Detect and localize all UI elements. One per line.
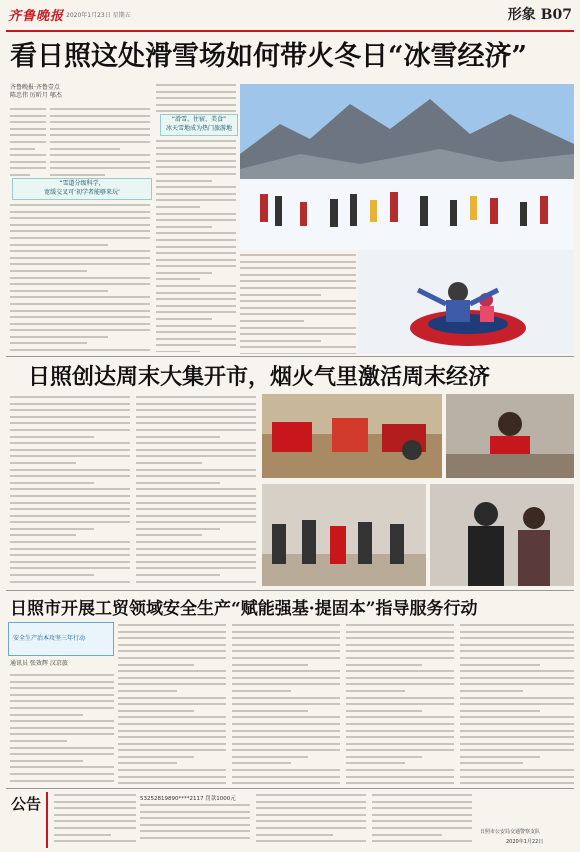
notice-fine-text: 53252819890****2117 罚款1000元 [140, 796, 236, 802]
market-photo-3 [262, 484, 426, 586]
market-stall-illustration-1 [262, 394, 442, 478]
market-crowd-illustration [262, 484, 426, 586]
article1-text-col2-top [156, 84, 236, 112]
article2-text-col1 [10, 396, 130, 586]
market-shopper-illustration [430, 484, 574, 586]
header-rule [6, 30, 574, 32]
divider-1 [6, 356, 574, 357]
market-photo-2 [446, 394, 574, 478]
article2-headline: 日照创达周末大集开市，烟火气里激活周末经济 [28, 364, 491, 390]
snow-tube-photo [358, 250, 574, 354]
article3-text-col4 [346, 624, 454, 786]
article1-text-col1-top [50, 108, 150, 176]
notice-label: 公告 [10, 795, 41, 813]
divider-2 [6, 590, 574, 591]
article3-headline: 日照市开展工贸领域安全生产“赋能强基·提固本”指导服务行动 [10, 599, 478, 619]
article1-text-col1 [10, 204, 150, 354]
article3-text-col2 [118, 624, 226, 786]
section-label: 形象 B07 [507, 7, 572, 23]
market-vendor-illustration [446, 394, 574, 478]
article3-text-col3 [232, 624, 340, 786]
divider-3 [6, 788, 574, 789]
notice-label-box [6, 792, 48, 848]
article2-text-col2 [136, 396, 256, 586]
article1-text-intro [10, 108, 46, 176]
snow-tube-illustration [358, 250, 574, 354]
article1-text-col3 [240, 254, 356, 354]
article1-subhead-2: “滑雪、住宿、美食” 冰天雪地成为热门旅游地 [160, 114, 238, 136]
article1-subhead-1: “雪道分级科学， 宽缓交叉可‘初学者能够来玩’ [12, 178, 152, 200]
article3-text-col1 [10, 674, 114, 786]
market-photo-4 [430, 484, 574, 586]
notice-text-col1 [54, 794, 136, 848]
page-header [0, 0, 580, 30]
notice-text-col3 [256, 794, 366, 848]
issue-date: 2020年1月23日 星期五 [66, 12, 131, 19]
notice-date: 2020年1月22日 [506, 839, 544, 845]
safety-campaign-badge [8, 622, 114, 656]
ski-resort-illustration [240, 84, 574, 250]
notice-text-col4 [372, 794, 472, 848]
article1-byline: 齐鲁晚报·齐鲁壹点 陈忠伟 厉昕月 郇杰 [10, 84, 62, 99]
article1-headline: 看日照这处滑雪场如何带火冬日“冰雪经济” [10, 41, 528, 72]
masthead-logo: 齐鲁晚报 [8, 9, 65, 24]
notice-text-col2 [140, 804, 250, 848]
article3-text-col5 [460, 624, 574, 786]
safety-campaign-label: 安全生产治本攻坚三年行动 [13, 635, 86, 642]
ski-resort-photo [240, 84, 574, 250]
market-photo-1 [262, 394, 442, 478]
article3-byline: 通讯员 张效辉 汉京旅 [10, 660, 68, 667]
notice-signature: 日照市公安局交通警察支队 [480, 829, 541, 835]
article1-text-col2 [156, 140, 236, 352]
